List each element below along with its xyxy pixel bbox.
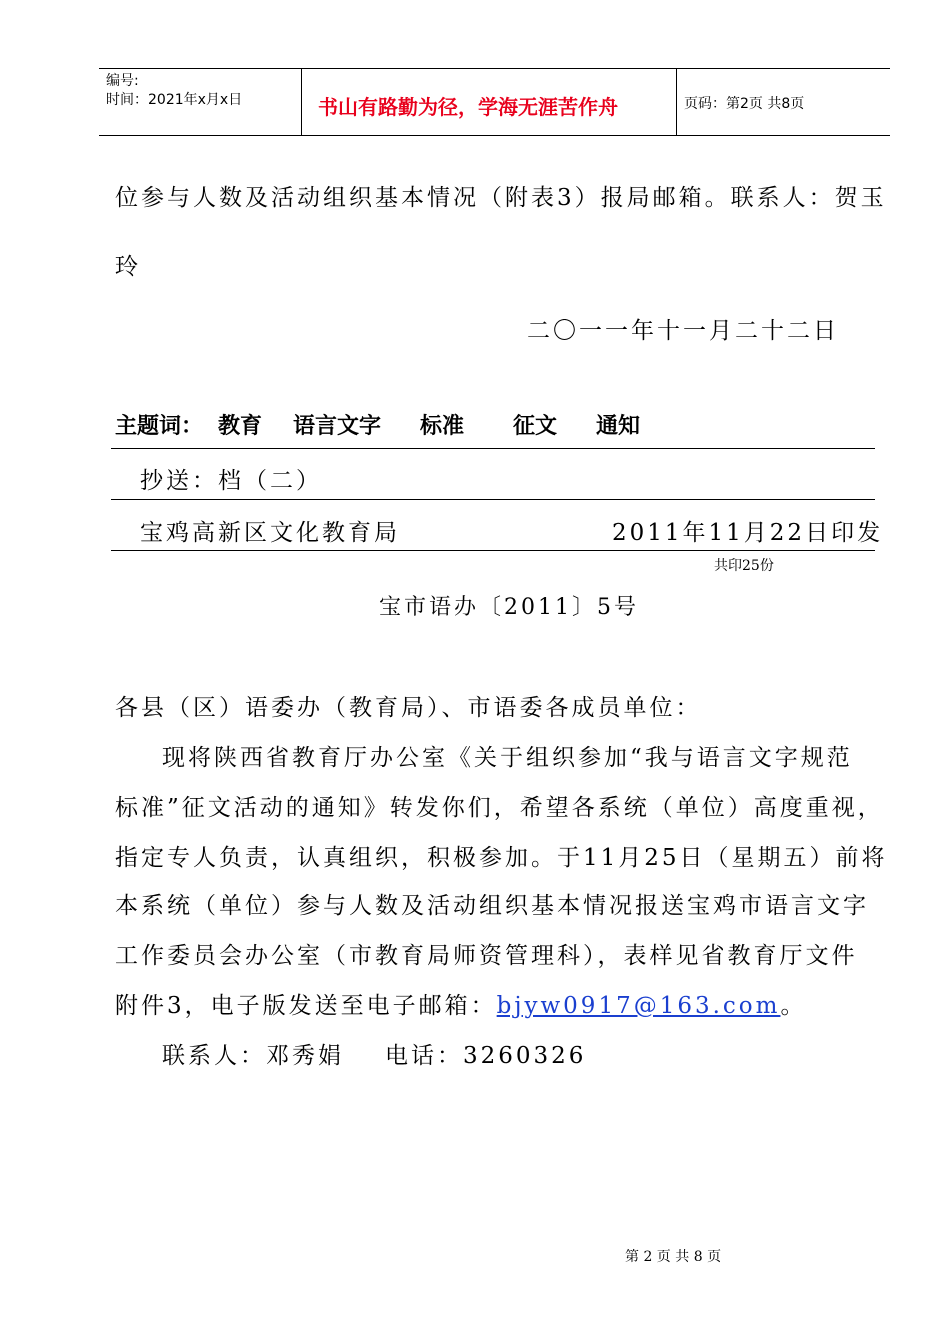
cc-line: 抄送：档（二） xyxy=(140,468,322,494)
page-footer: 第 2 页 共 8 页 xyxy=(625,1249,722,1265)
motto: 书山有路勤为径，学海无涯苦作舟 xyxy=(318,95,618,119)
contact-person: 联系人：邓秀娟 xyxy=(162,1043,344,1069)
addressee: 各县（区）语委办（教育局）、市语委各成员单位： xyxy=(115,695,702,721)
issuer: 宝鸡高新区文化教育局 xyxy=(140,520,400,546)
header-divider xyxy=(301,69,302,135)
subject-word: 通知 xyxy=(596,414,641,439)
email-prefix: 附件3，电子版发送至电子邮箱： xyxy=(115,993,497,1019)
body-line: 标准”征文活动的通知》转发你们，希望各系统（单位）高度重视， xyxy=(115,795,884,821)
time-label: 时间：2021年x月x日 xyxy=(106,92,243,108)
divider-line xyxy=(111,550,875,551)
body-line: 本系统（单位）参与人数及活动组织基本情况报送宝鸡市语言文字 xyxy=(115,893,869,919)
subject-word: 语言文字 xyxy=(293,414,382,439)
document-date: 二〇一一年十一月二十二日 xyxy=(527,318,839,344)
subject-label: 主题词： xyxy=(115,414,204,439)
body-line: 指定专人负责，认真组织，积极参加。于11月25日（星期五）前将 xyxy=(115,845,888,871)
issue-date: 2011年11月22日印发 xyxy=(612,520,884,546)
page-info: 页码：第2页 共8页 xyxy=(684,96,805,112)
subject-word: 教育 xyxy=(218,414,263,439)
serial-label: 编号: xyxy=(106,73,139,89)
document-number: 宝市语办〔2011〕5号 xyxy=(379,595,639,620)
paragraph-line: 位参与人数及活动组织基本情况（附表3）报局邮箱。联系人：贺玉 xyxy=(115,185,887,211)
divider-line xyxy=(111,448,875,449)
print-count: 共印25份 xyxy=(714,558,774,574)
contact-phone: 电话：3260326 xyxy=(385,1043,587,1069)
body-line: 现将陕西省教育厅办公室《关于组织参加“我与语言文字规范 xyxy=(162,745,853,771)
email-line xyxy=(115,987,806,1020)
paragraph-line: 玲 xyxy=(115,254,141,280)
email-link[interactable]: bjyw0917@163.com xyxy=(496,993,781,1019)
header-divider xyxy=(676,69,677,135)
divider-line xyxy=(111,499,875,500)
subject-word: 征文 xyxy=(513,414,558,439)
body-line: 工作委员会办公室（市教育局师资管理科），表样见省教育厅文件 xyxy=(115,943,858,969)
subject-word: 标准 xyxy=(420,414,465,439)
email-suffix: 。 xyxy=(780,993,807,1019)
